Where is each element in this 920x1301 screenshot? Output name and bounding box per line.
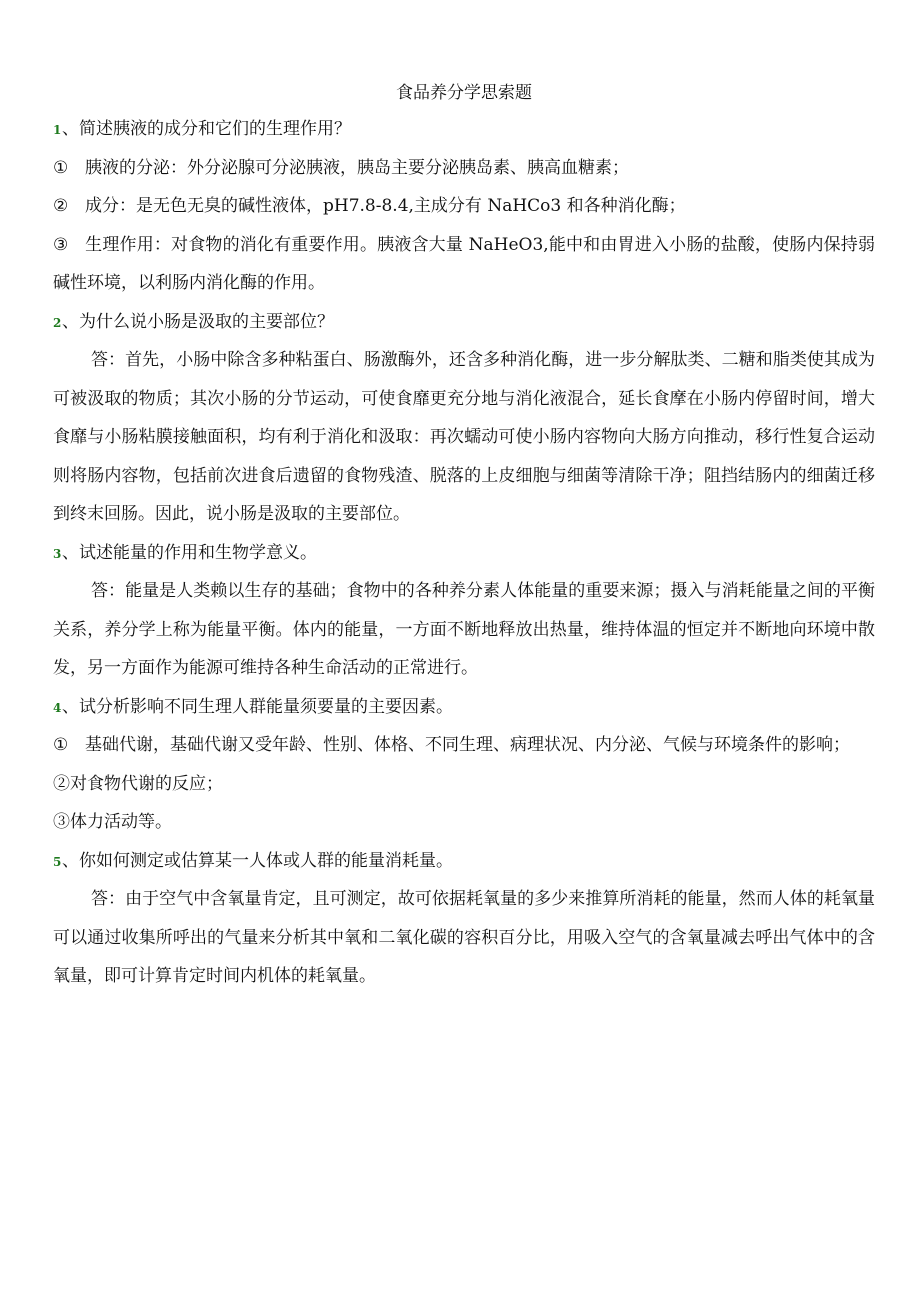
q1-item-2 [53,187,875,226]
q4-item-1 [53,726,875,765]
q4-item-3: ③体力活动等。 [53,812,172,832]
q1-item-3 [53,226,875,303]
question-number: 2 [53,315,62,330]
question-4 [53,688,875,727]
item-marker: ③ [53,234,69,255]
item-text: 成分：是无色无臭的碱性液体，pH7.8-8.4,主成分有 NaHCo3 和各种消化酶； [85,196,686,216]
question-3 [53,534,875,573]
answer-5: 答：由于空气中含氧量肯定，且可测定，故可依据耗氧量的多少来推算所消耗的能量，然而人体的耗氧量可以通过收集所呼出的气量来分析其中氧和二氧化碳的容积百分比，用吸入空气的含氧量减去呼出气体中的含氧量，即可计算肯定时间内机体的耗氧量。 [53,889,875,986]
question-text: 、简述胰液的成分和它们的生理作用？ [62,119,351,139]
answer-3: 答：能量是人类赖以生存的基础；食物中的各种养分素人体能量的重要来源；摄入与消耗能量之间的平衡关系，养分学上称为能量平衡。体内的能量，一方面不断地释放出热量，维持体温的恒定并不断地向环境中散发，另一方面作为能源可维持各种生命活动的正常进行。 [53,581,875,678]
item-marker: ① [53,157,69,178]
q4-item-2: ②对食物代谢的反应； [53,773,223,794]
item-text: 基础代谢，基础代谢又受年龄、性别、体格、不同生理、病理状况、内分泌、气候与环境条件的影响； [85,735,850,755]
question-number: 3 [53,546,62,561]
document-page [53,76,875,996]
question-2 [53,303,875,342]
question-text: 、你如何测定或估算某一人体或人群的能量消耗量。 [62,850,453,871]
item-text: 胰液的分泌：外分泌腺可分泌胰液，胰岛主要分泌胰岛素、胰高血糖素； [85,157,629,178]
q1-item-1 [53,149,875,188]
question-number: 4 [53,700,62,715]
question-text: 、试述能量的作用和生物学意义。 [62,542,317,563]
question-number: 5 [53,854,62,869]
question-number: 1 [53,123,62,137]
question-1 [53,110,875,149]
question-text: 、试分析影响不同生理人群能量须要量的主要因素。 [62,696,453,717]
item-text: 生理作用：对食物的消化有重要作用。胰液含大量 NaHeO3,能中和由胃进入小肠的盐酸，使肠内保持弱碱性环境，以利肠内消化酶的作用。 [53,234,875,293]
item-marker: ② [53,196,69,216]
answer-2: 答：首先，小肠中除含多种粘蛋白、肠激酶外，还含多种消化酶，进一步分解肽类、二糖和脂类使其成为可被汲取的物质；其次小肠的分节运动，可使食靡更充分地与消化液混合，延长食摩在小肠内停留时间，增大食靡与小肠粘膜接触面积，均有利于消化和汲取：再次蠕动可使小肠内容物向大肠方向推动，移行性复合运动则将肠内容物，包括前次进食后遗留的食物残渣、脱落的上皮细胞与细菌等清除干净；阻挡结肠内的细菌迁移到终末回肠。因此，说小肠是汲取的主要部位。 [53,350,875,524]
question-text: 、为什么说小肠是汲取的主要部位？ [62,311,334,332]
page-title: 食品养分学思索题 [396,83,532,103]
item-marker: ① [53,735,69,755]
question-5 [53,842,875,881]
